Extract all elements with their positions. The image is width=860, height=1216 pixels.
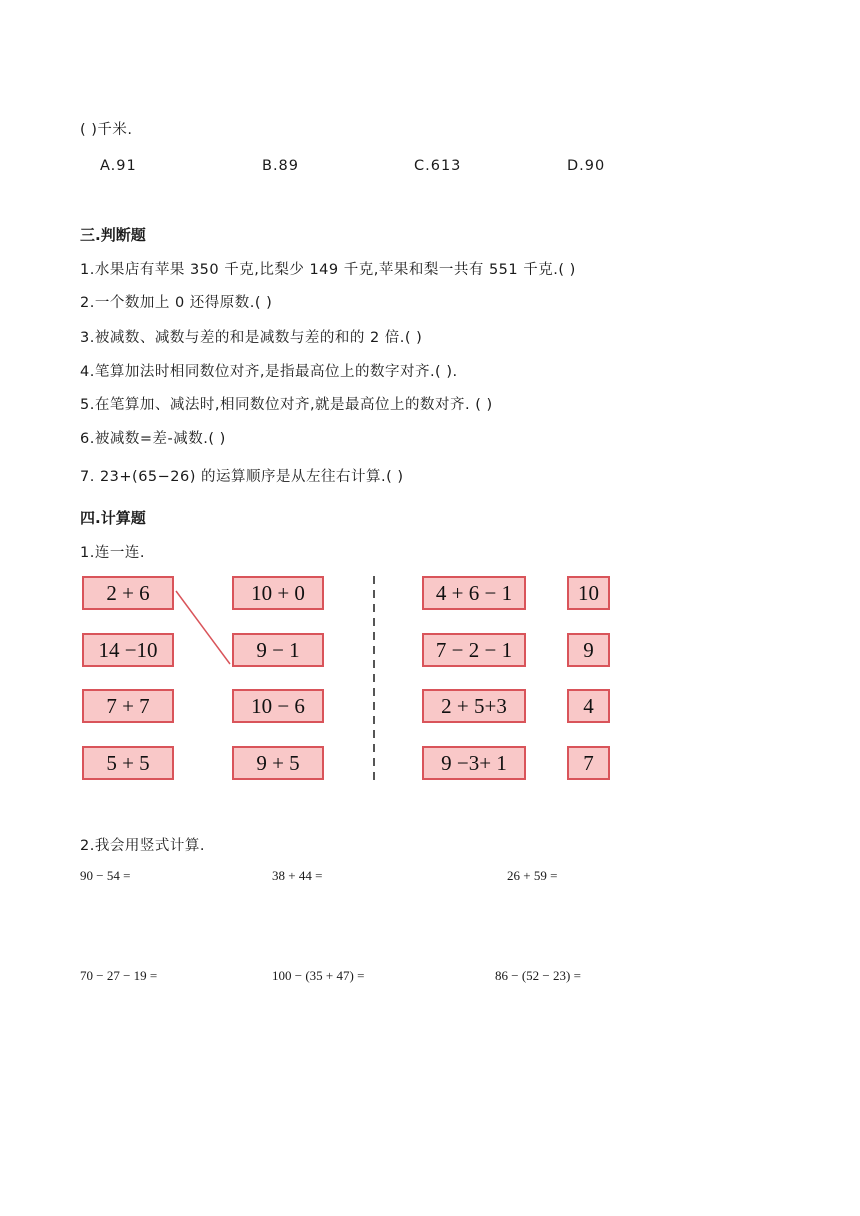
- expr-box[interactable]: 10 − 6: [232, 689, 324, 723]
- expr-box[interactable]: 10 + 0: [232, 576, 324, 610]
- calc-problem: 90 − 54 =: [80, 868, 131, 883]
- expr-box[interactable]: 9 − 1: [232, 633, 324, 667]
- calc-problem: 26 + 59 =: [507, 868, 558, 883]
- vertical-calc-label: 2.我会用竖式计算.: [80, 838, 205, 854]
- expr-box[interactable]: 9 −3+ 1: [422, 746, 526, 780]
- judgment-item-5: 5.在笔算加、减法时,相同数位对齐,就是最高位上的数对齐. ( ): [80, 397, 493, 413]
- answer-box[interactable]: 4: [567, 689, 610, 723]
- expr-box[interactable]: 2 + 6: [82, 576, 174, 610]
- calc-problem: 70 − 27 − 19 =: [80, 968, 158, 983]
- calc-problem: 86 − (52 − 23) =: [495, 968, 581, 983]
- answer-box[interactable]: 10: [567, 576, 610, 610]
- calc-problem: 100 − (35 + 47) =: [272, 968, 365, 983]
- connect-label: 1.连一连.: [80, 545, 145, 561]
- expr-box[interactable]: 4 + 6 − 1: [422, 576, 526, 610]
- connect-line: [176, 591, 230, 664]
- option-c: C.613: [414, 158, 462, 174]
- answer-box[interactable]: 9: [567, 633, 610, 667]
- option-a: A.91: [100, 158, 137, 174]
- judgment-item-4: 4.笔算加法时相同数位对齐,是指最高位上的数字对齐.( ).: [80, 364, 458, 380]
- judgment-item-1: 1.水果店有苹果 350 千克,比梨少 149 千克,苹果和梨一共有 551 千克.( ): [80, 262, 576, 278]
- option-b: B.89: [262, 158, 300, 174]
- question-continuation: ( )千米.: [80, 122, 133, 138]
- expr-box[interactable]: 2 + 5+3: [422, 689, 526, 723]
- section-title-calculation: 四.计算题: [80, 509, 146, 527]
- expr-box[interactable]: 5 + 5: [82, 746, 174, 780]
- judgment-item-2: 2.一个数加上 0 还得原数.( ): [80, 295, 273, 311]
- judgment-item-6: 6.被减数=差-减数.( ): [80, 431, 226, 447]
- expr-box[interactable]: 7 + 7: [82, 689, 174, 723]
- section-title-judgment: 三.判断题: [80, 226, 146, 244]
- answer-box[interactable]: 7: [567, 746, 610, 780]
- expr-box[interactable]: 7 − 2 − 1: [422, 633, 526, 667]
- judgment-item-3: 3.被减数、减数与差的和是减数与差的和的 2 倍.( ): [80, 330, 423, 346]
- expr-box[interactable]: 9 + 5: [232, 746, 324, 780]
- calc-problem: 38 + 44 =: [272, 868, 323, 883]
- expr-box[interactable]: 14 −10: [82, 633, 174, 667]
- judgment-item-7: 7. 23+(65−26) 的运算顺序是从左往右计算.( ): [80, 469, 404, 485]
- option-d: D.90: [567, 158, 606, 174]
